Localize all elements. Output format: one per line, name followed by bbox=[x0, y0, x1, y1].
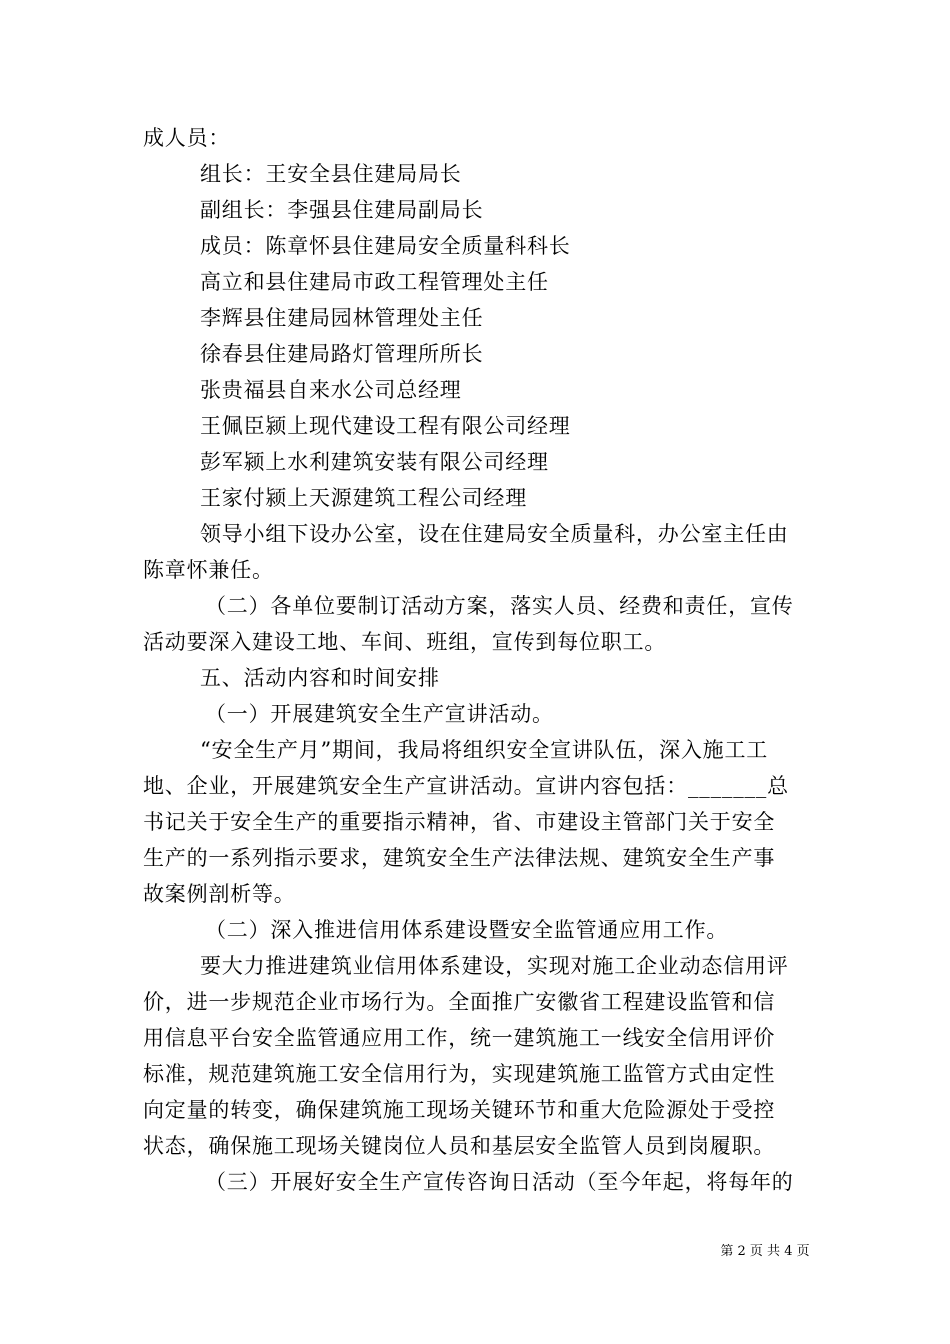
text-line: 高立和县住建局市政工程管理处主任 bbox=[200, 270, 549, 294]
text-line: 状态，确保施工现场关键岗位人员和基层安全监管人员到岗履职。 bbox=[143, 1134, 776, 1158]
text-line: 王家付颍上天源建筑工程公司经理 bbox=[200, 486, 527, 510]
text-line: 副组长：李强县住建局副局长 bbox=[200, 198, 484, 222]
text-line: 书记关于安全生产的重要指示精神，省、市建设主管部门关于安全 bbox=[143, 810, 776, 834]
section-heading: 五、活动内容和时间安排 bbox=[200, 666, 440, 690]
text-line: 用信息平台安全监管通应用工作，统一建筑施工一线安全信用评价 bbox=[143, 1026, 776, 1050]
subsection-heading: （一）开展建筑安全生产宣讲活动。 bbox=[205, 702, 554, 726]
text-line: 地、企业，开展建筑安全生产宣讲活动。宣讲内容包括：_______总 bbox=[143, 774, 789, 798]
text-line: 李辉县住建局园林管理处主任 bbox=[200, 306, 484, 330]
text-line: （二）各单位要制订活动方案，落实人员、经费和责任，宣传 bbox=[205, 594, 794, 618]
text-line: 王佩臣颍上现代建设工程有限公司经理 bbox=[200, 414, 571, 438]
text-line: 组长：王安全县住建局局长 bbox=[200, 162, 462, 186]
subsection-heading: （三）开展好安全生产宣传咨询日活动（至今年起，将每年的 bbox=[205, 1170, 794, 1194]
text-line: 张贵福县自来水公司总经理 bbox=[200, 378, 462, 402]
text-line: 徐春县住建局路灯管理所所长 bbox=[200, 342, 484, 366]
text-line: “安全生产月”期间，我局将组织安全宣讲队伍，深入施工工 bbox=[200, 738, 769, 762]
text-line: 活动要深入建设工地、车间、班组，宣传到每位职工。 bbox=[143, 630, 667, 654]
text-line: 领导小组下设办公室，设在住建局安全质量科，办公室主任由 bbox=[200, 522, 789, 546]
text-line: 向定量的转变，确保建筑施工现场关键环节和重大危险源处于受控 bbox=[143, 1098, 776, 1122]
text-line: 成人员： bbox=[143, 126, 231, 150]
document-body bbox=[143, 120, 811, 1200]
text-line: 要大力推进建筑业信用体系建设，实现对施工企业动态信用评 bbox=[200, 954, 789, 978]
text-line: 成员：陈章怀县住建局安全质量科科长 bbox=[200, 234, 571, 258]
text-line: 故案例剖析等。 bbox=[143, 882, 296, 906]
text-line: 生产的一系列指示要求，建筑安全生产法律法规、建筑安全生产事 bbox=[143, 846, 776, 870]
subsection-heading: （二）深入推进信用体系建设暨安全监管通应用工作。 bbox=[205, 918, 729, 942]
page-number: 第 2 页 共 4 页 bbox=[720, 1244, 810, 1259]
text-line: 陈章怀兼任。 bbox=[143, 558, 274, 582]
text-line: 价，进一步规范企业市场行为。全面推广安徽省工程建设监管和信 bbox=[143, 990, 776, 1014]
text-line: 彭军颍上水利建筑安装有限公司经理 bbox=[200, 450, 549, 474]
text-line: 标准，规范建筑施工安全信用行为，实现建筑施工监管方式由定性 bbox=[143, 1062, 776, 1086]
